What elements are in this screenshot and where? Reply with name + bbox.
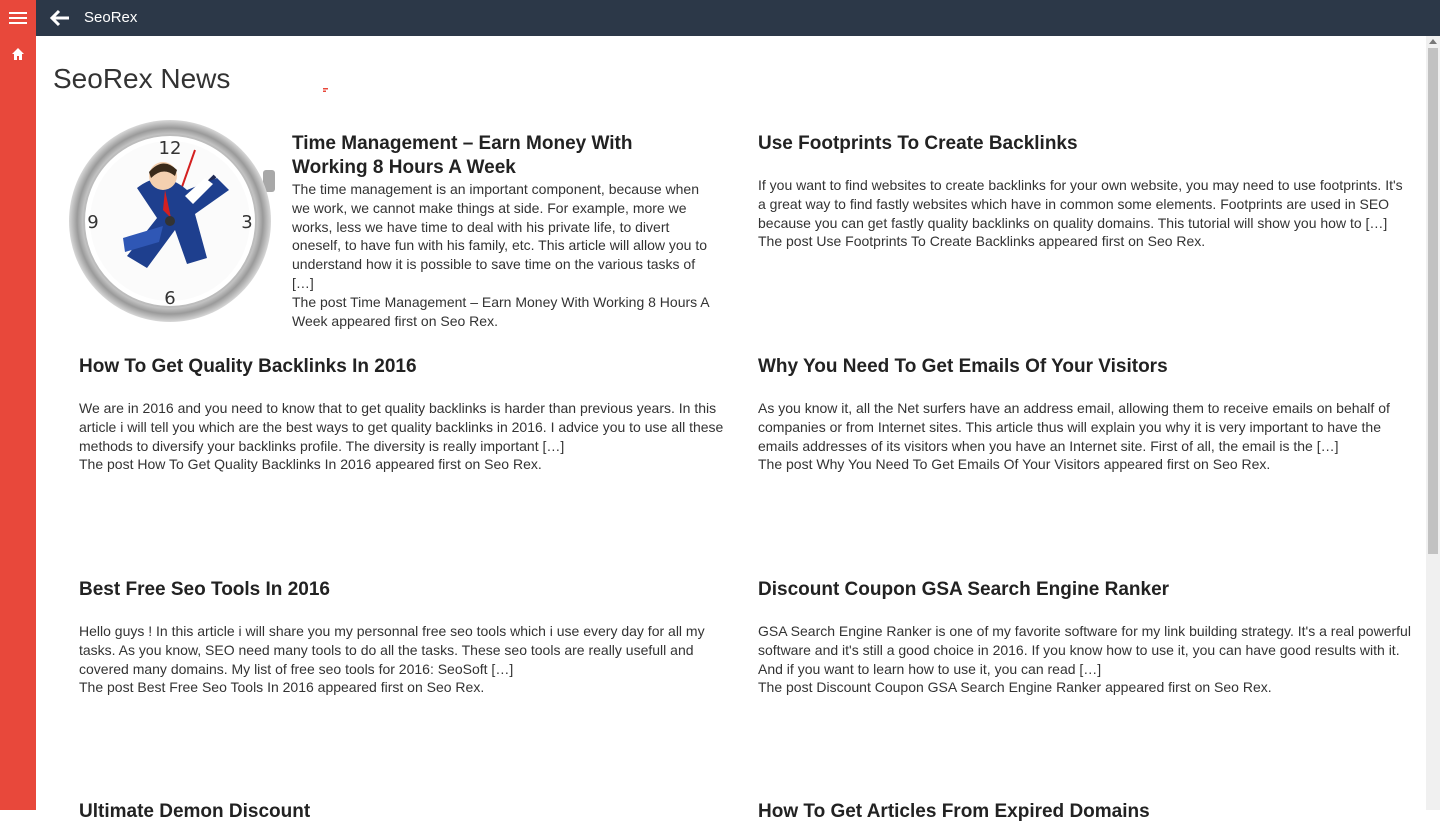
article-excerpt: If you want to find websites to create backlinks for your own website, you may need to use footprints. It's a great way to find fastly websites which have in common some elements. Footprints are used in SEO because you can get fastly quality backlinks on quality domains. This tutorial will show you how to […] <box>758 177 1403 231</box>
vertical-scrollbar[interactable] <box>1426 36 1440 810</box>
article-excerpt: The time management is an important component, because when we work, we cannot make things at side. For example, more we works, less we have time to deal with his private life, to divert oneself, to have fun with his family, etc. This article will allow you to understand how it is possible to save time on the various tasks of […] <box>292 181 707 291</box>
article-title[interactable]: Best Free Seo Tools In 2016 <box>79 579 330 600</box>
article-card[interactable] <box>758 355 1414 511</box>
svg-text:6: 6 <box>164 288 176 309</box>
svg-text:3: 3 <box>241 212 253 233</box>
clock-running-man-illustration <box>67 118 277 323</box>
article-title[interactable]: Why You Need To Get Emails Of Your Visitors <box>758 356 1168 377</box>
home-icon <box>11 47 25 61</box>
scroll-up-arrow-icon[interactable] <box>1429 39 1437 44</box>
article-card[interactable] <box>758 800 1414 830</box>
svg-text:12: 12 <box>158 138 182 159</box>
back-button[interactable] <box>42 0 78 36</box>
article-excerpt: GSA Search Engine Ranker is one of my favorite software for my link building strategy. It's a real powerful software and it's still a good choice in 2016. If you know how to use it, you can have good results with it. And if you want to learn how to use it, you can read […] <box>758 623 1411 677</box>
article-card[interactable] <box>758 132 1414 288</box>
article-thumbnail[interactable] <box>67 118 277 323</box>
svg-text:9: 9 <box>87 212 99 233</box>
scrollbar-thumb[interactable] <box>1428 48 1438 554</box>
article-title[interactable]: How To Get Quality Backlinks In 2016 <box>79 356 417 377</box>
article-post-note: The post Use Footprints To Create Backlinks appeared first on Seo Rex. <box>758 233 1206 250</box>
article-title[interactable]: Discount Coupon GSA Search Engine Ranker <box>758 579 1170 600</box>
article-title[interactable]: Time Management – Earn Money With Working 8 Hours A Week <box>292 133 633 178</box>
title-bar <box>36 0 1440 36</box>
article-excerpt: Hello guys ! In this article i will share you my personnal free seo tools which i use every day for all my tasks. As you know, SEO need many tools to do all the tasks. These seo tools are really usefull and covered many domains. My list of free seo tools for 2016: SeoSoft […] <box>79 623 705 677</box>
article-post-note: The post Time Management – Earn Money With Working 8 Hours A Week appeared first on Seo Rex. <box>292 293 709 329</box>
article-card[interactable] <box>79 800 735 830</box>
main-content <box>36 36 1426 822</box>
article-excerpt: We are in 2016 and you need to know that to get quality backlinks is harder than previous years. In this article i will tell you which are the best ways to get quality backlinks in 2016. I advice you to use all these methods to diversify your backlinks profile. The diversity is really important […] <box>79 400 724 454</box>
article-card[interactable] <box>758 578 1414 734</box>
article-post-note: The post Why You Need To Get Emails Of Your Visitors appeared first on Seo Rex. <box>758 456 1271 473</box>
article-title[interactable]: How To Get Articles From Expired Domains <box>758 801 1150 822</box>
page-title: SeoRex News <box>53 63 231 94</box>
hamburger-menu-button[interactable] <box>0 0 36 36</box>
article-title[interactable]: Use Footprints To Create Backlinks <box>758 133 1078 154</box>
article-post-note: The post How To Get Quality Backlinks In 2016 appeared first on Seo Rex. <box>79 456 542 473</box>
back-arrow-icon <box>50 9 70 27</box>
article-post-note: The post Best Free Seo Tools In 2016 appeared first on Seo Rex. <box>79 679 485 696</box>
article-card[interactable] <box>292 132 712 329</box>
article-excerpt: As you know it, all the Net surfers have an address email, allowing them to receive emails on behalf of companies or from Internet sites. This article thus will explain you why it is very important to have the emails addresses of its visitors when you have an Internet site. First of all, the email is the […] <box>758 400 1390 454</box>
article-card[interactable] <box>79 578 735 734</box>
home-button[interactable] <box>0 36 36 72</box>
app-title: SeoRex <box>84 9 138 26</box>
hamburger-menu-icon <box>8 10 28 26</box>
article-title[interactable]: Ultimate Demon Discount <box>79 801 311 822</box>
article-card[interactable] <box>79 355 735 511</box>
left-rail <box>0 0 36 810</box>
article-post-note: The post Discount Coupon GSA Search Engine Ranker appeared first on Seo Rex. <box>758 679 1272 696</box>
